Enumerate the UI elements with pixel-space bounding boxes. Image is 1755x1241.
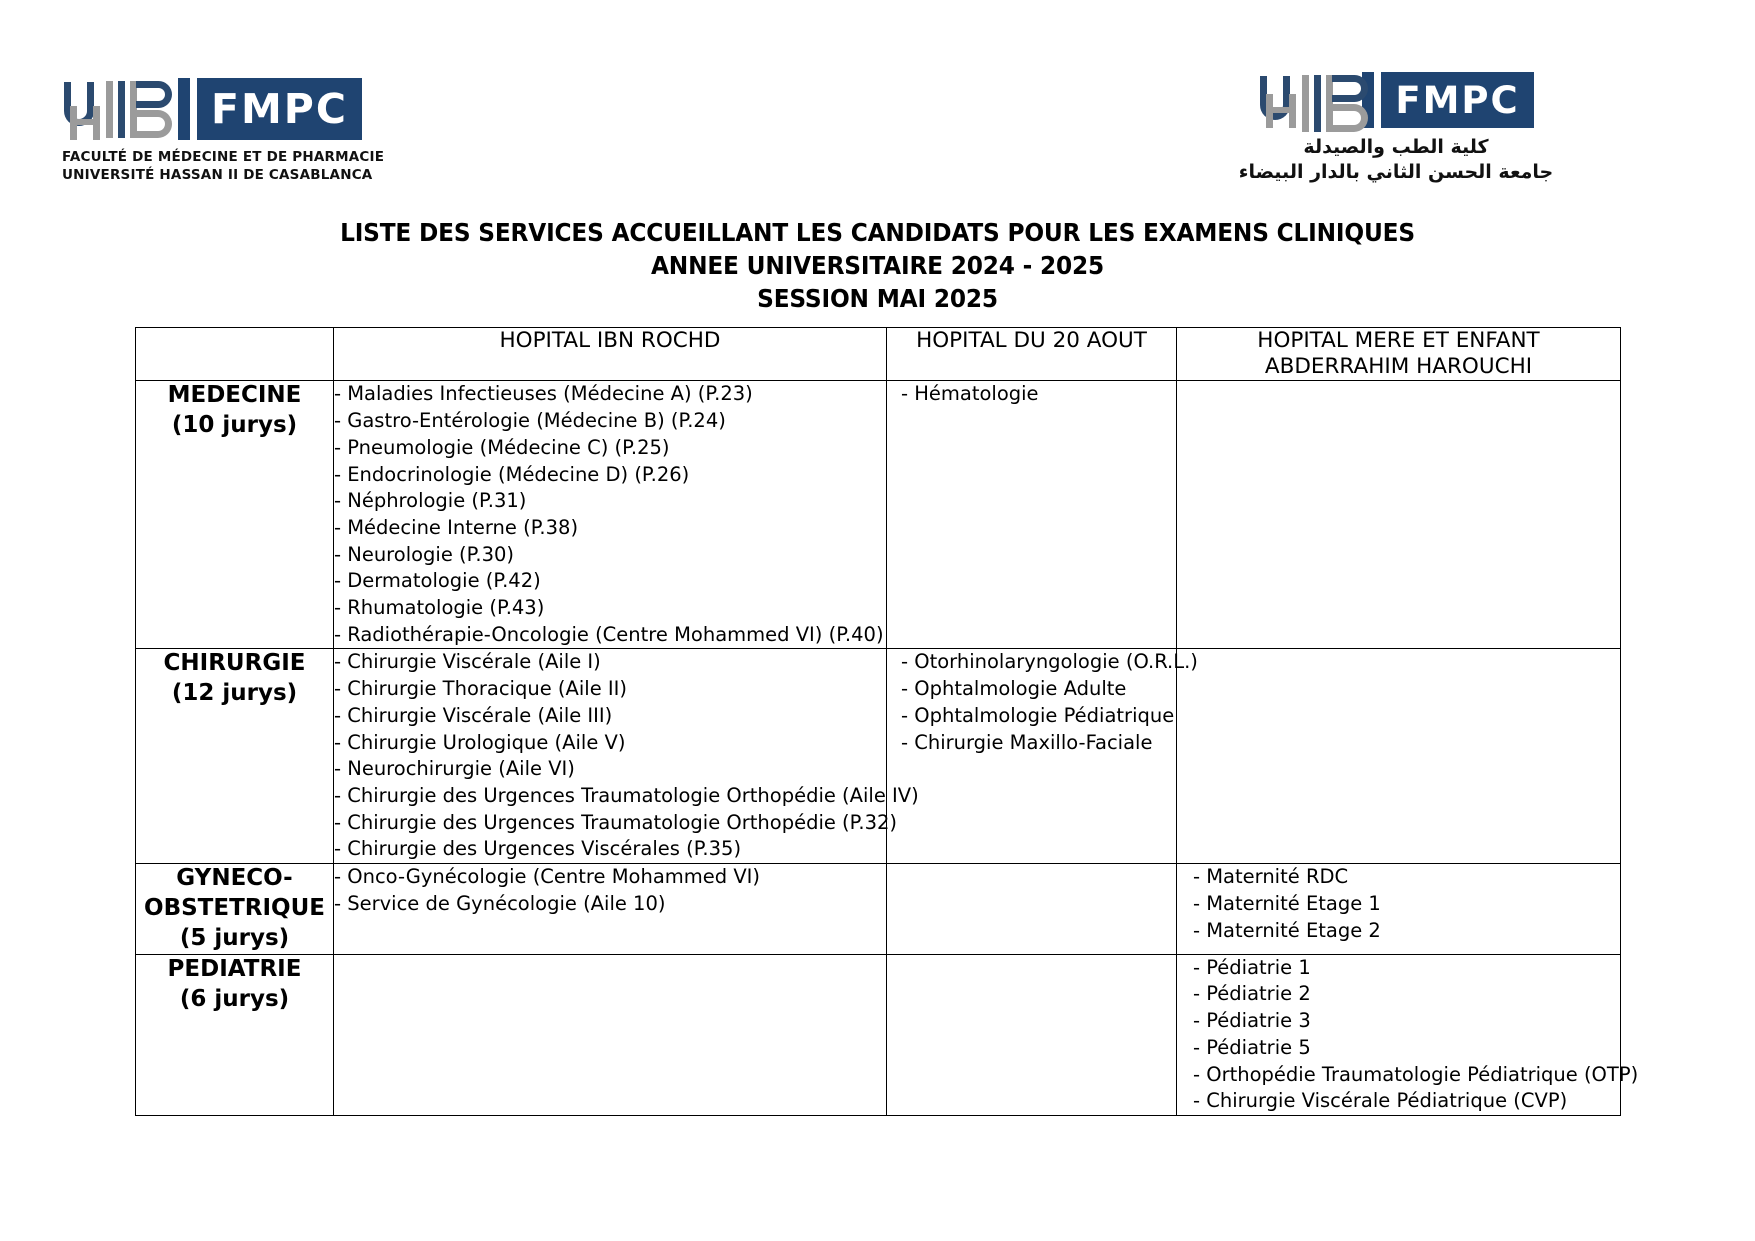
document-title-block — [0, 216, 1755, 315]
list-item: - Endocrinologie (Médecine D) (P.26) — [334, 462, 690, 486]
list-item: - Chirurgie Maxillo-Faciale — [901, 730, 1153, 754]
list-item: - Neurologie (P.30) — [334, 542, 514, 566]
list-item: - Otorhinolaryngologie (O.R.L.) — [901, 650, 1198, 674]
service-list — [901, 381, 1176, 408]
services-table-wrap — [135, 327, 1639, 1116]
specialty-medecine-name: MEDECINE — [167, 382, 302, 409]
cell-pediatrie-20-aout — [887, 954, 1177, 1115]
logo-mark-right — [1196, 72, 1596, 128]
header-hopital-ibn-rochd: HOPITAL IBN ROCHD — [334, 328, 887, 381]
list-item: - Pneumologie (Médecine C) (P.25) — [334, 435, 670, 459]
specialty-gyneco-jurys: (5 jurys) — [179, 924, 290, 951]
list-item: - Ophtalmologie Pédiatrique — [901, 703, 1175, 727]
list-item: - Chirurgie des Urgences Viscérales (P.35) — [334, 837, 742, 861]
logo-fmpc-left — [62, 78, 422, 185]
document-header — [0, 0, 1755, 210]
service-list — [334, 381, 886, 648]
list-item: - Chirurgie des Urgences Traumatologie Orthopédie (Aile IV) — [334, 783, 919, 807]
cell-gyneco-20-aout — [887, 864, 1177, 955]
uh2-monogram-icon — [62, 78, 174, 140]
specialty-medecine — [136, 381, 334, 649]
header-specialty — [136, 328, 334, 381]
list-item: - Maternité RDC — [1193, 865, 1349, 889]
table-row-pediatrie — [136, 954, 1621, 1115]
list-item: - Dermatologie (P.42) — [334, 569, 541, 593]
list-item: - Pédiatrie 3 — [1193, 1009, 1311, 1033]
service-list — [334, 649, 919, 863]
list-item: - Pédiatrie 5 — [1193, 1035, 1311, 1059]
logo-caption-left — [62, 149, 422, 185]
list-item: - Orthopédie Traumatologie Pédiatrique (OTP) — [1193, 1062, 1639, 1086]
list-item: - Chirurgie Urologique (Aile V) — [334, 730, 626, 754]
list-item: - Service de Gynécologie (Aile 10) — [334, 891, 666, 915]
cell-medecine-ibn-rochd — [334, 381, 887, 649]
list-item: - Neurochirurgie (Aile VI) — [334, 757, 575, 781]
specialty-pediatrie — [136, 954, 334, 1115]
list-item: - Pédiatrie 1 — [1193, 955, 1311, 979]
service-list — [901, 649, 1198, 756]
list-item: - Hématologie — [901, 382, 1039, 406]
header-mere-enfant-line1: HOPITAL MERE ET ENFANT — [1257, 328, 1540, 353]
table-row-medecine — [136, 381, 1621, 649]
specialty-chirurgie-jurys: (12 jurys) — [171, 680, 298, 707]
services-table-body — [136, 381, 1639, 1116]
list-item: - Gastro-Entérologie (Médecine B) (P.24) — [334, 409, 726, 433]
list-item: - Maladies Infectieuses (Médecine A) (P.23) — [334, 382, 753, 406]
list-item: - Onco-Gynécologie (Centre Mohammed VI) — [334, 865, 761, 889]
header-hopital-du-20-aout: HOPITAL DU 20 AOUT — [887, 328, 1177, 381]
cell-gyneco-ibn-rochd — [334, 864, 887, 955]
list-item: - Médecine Interne (P.38) — [334, 515, 579, 539]
list-item: - Chirurgie Viscérale (Aile I) — [334, 650, 601, 674]
page-title: LISTE DES SERVICES ACCUEILLANT LES CANDIDATS POUR LES EXAMENS CLINIQUES — [340, 218, 1415, 247]
logo-caption-right-arabic — [1196, 135, 1596, 184]
specialty-pediatrie-name: PEDIATRIE — [167, 955, 302, 982]
logo-wordmark-left: FMPC — [197, 78, 362, 140]
list-item: - Chirurgie Thoracique (Aile II) — [334, 677, 627, 701]
services-table — [135, 327, 1639, 1116]
specialty-chirurgie — [136, 649, 334, 864]
list-item: - Néphrologie (P.31) — [334, 489, 527, 513]
list-item: - Rhumatologie (P.43) — [334, 596, 545, 620]
cell-chirurgie-20-aout — [887, 649, 1198, 864]
uh2-monogram-icon-right — [1258, 72, 1358, 128]
specialty-gyneco-line2: OBSTETRIQUE — [144, 894, 325, 921]
table-header-row — [136, 328, 1621, 381]
specialty-gyneco-obstetrique — [136, 864, 334, 955]
table-row-gyneco-obstetrique — [136, 864, 1621, 955]
logo-wordmark-right: FMPC — [1381, 72, 1533, 128]
logo-caption-left-line2: UNIVERSITÉ HASSAN II DE CASABLANCA — [62, 166, 373, 183]
specialty-medecine-jurys: (10 jurys) — [171, 412, 298, 439]
logo-fmpc-right — [1196, 72, 1596, 184]
header-mere-enfant-line2: ABDERRAHIM HAROUCHI — [1264, 354, 1533, 380]
cell-medecine-mere-enfant — [1177, 381, 1621, 649]
logo-caption-left-line1: FACULTÉ DE MÉDECINE ET DE PHARMACIE — [62, 149, 385, 165]
list-item: - Maternité Etage 1 — [1193, 891, 1381, 915]
service-list — [334, 864, 886, 917]
logo-caption-right-line2: جامعة الحسن الثاني بالدار البيضاء — [1238, 160, 1554, 183]
list-item: - Chirurgie Viscérale (Aile III) — [334, 703, 613, 727]
service-list — [1193, 955, 1639, 1115]
list-item: - Pédiatrie 2 — [1193, 982, 1311, 1006]
cell-gyneco-mere-enfant — [1177, 864, 1621, 955]
header-hopital-mere-et-enfant — [1177, 328, 1621, 381]
specialty-chirurgie-name: CHIRURGIE — [163, 650, 306, 677]
list-item: - Chirurgie des Urgences Traumatologie Orthopédie (P.32) — [334, 810, 898, 834]
academic-year: ANNEE UNIVERSITAIRE 2024 - 2025 — [650, 251, 1104, 280]
logo-separator-bar — [178, 78, 190, 140]
cell-medecine-20-aout — [887, 381, 1177, 649]
specialty-gyneco-line1: GYNECO- — [176, 865, 293, 892]
cell-pediatrie-ibn-rochd — [334, 954, 887, 1115]
list-item: - Radiothérapie-Oncologie (Centre Mohammed VI) (P.40) — [334, 622, 884, 646]
list-item: - Ophtalmologie Adulte — [901, 677, 1127, 701]
list-item: - Chirurgie Viscérale Pédiatrique (CVP) — [1193, 1089, 1568, 1113]
cell-chirurgie-ibn-rochd — [334, 649, 919, 864]
cell-pediatrie-mere-enfant — [1177, 954, 1639, 1115]
service-list — [1193, 864, 1620, 944]
table-row-chirurgie — [136, 649, 1621, 864]
logo-mark-left — [62, 78, 422, 140]
cell-chirurgie-mere-enfant — [1177, 649, 1621, 864]
specialty-pediatrie-jurys: (6 jurys) — [179, 985, 290, 1012]
logo-caption-right-line1: كلية الطب والصيدلة — [1303, 136, 1489, 158]
session-label: SESSION MAI 2025 — [757, 284, 998, 313]
list-item: - Maternité Etage 2 — [1193, 918, 1381, 942]
